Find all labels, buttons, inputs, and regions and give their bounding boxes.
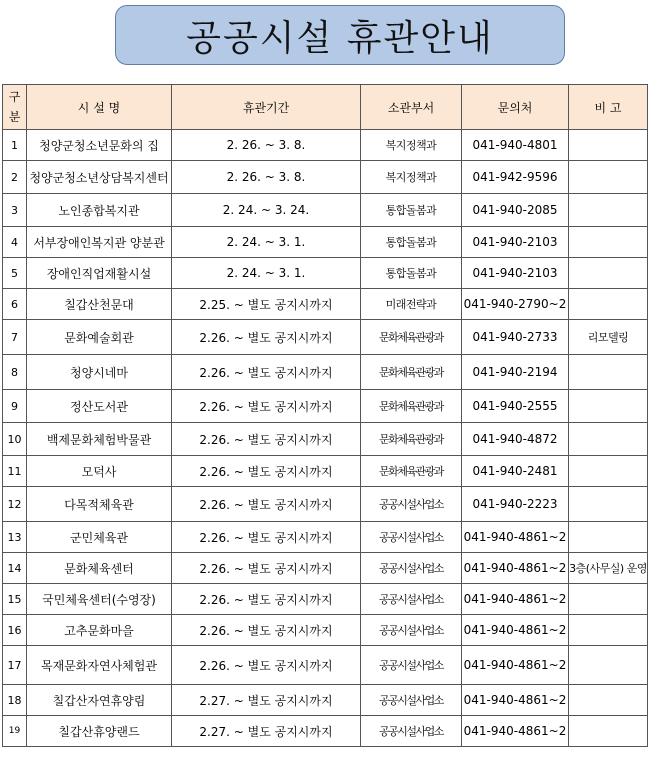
cell-remarks <box>569 615 648 646</box>
page-title: 공공시설 휴관안내 <box>115 5 565 65</box>
table-row <box>3 487 648 522</box>
table-row <box>3 355 648 390</box>
cell-no: 13 <box>3 522 27 553</box>
cell-department: 문화체육관광과 <box>361 355 462 390</box>
cell-contact: 041-940-4861~2 <box>462 553 569 584</box>
cell-remarks <box>569 194 648 227</box>
cell-no: 4 <box>3 227 27 258</box>
cell-no: 17 <box>3 646 27 685</box>
header-contact: 문의처 <box>462 85 569 130</box>
cell-facility: 고추문화마을 <box>27 615 172 646</box>
cell-period: 2.27. ~ 별도 공지시까지 <box>172 716 361 747</box>
cell-facility: 청양시네마 <box>27 355 172 390</box>
cell-period: 2. 24. ~ 3. 24. <box>172 194 361 227</box>
table-row <box>3 258 648 289</box>
table-row <box>3 130 648 161</box>
header-department: 소관부서 <box>361 85 462 130</box>
cell-contact: 041-940-2085 <box>462 194 569 227</box>
cell-period: 2.26. ~ 별도 공지시까지 <box>172 355 361 390</box>
cell-no: 8 <box>3 355 27 390</box>
cell-remarks <box>569 487 648 522</box>
cell-remarks <box>569 646 648 685</box>
cell-no: 1 <box>3 130 27 161</box>
cell-contact: 041-940-2481 <box>462 456 569 487</box>
table-row <box>3 522 648 553</box>
cell-contact: 041-942-9596 <box>462 161 569 194</box>
cell-remarks <box>569 161 648 194</box>
cell-remarks <box>569 456 648 487</box>
cell-period: 2. 24. ~ 3. 1. <box>172 227 361 258</box>
cell-no: 2 <box>3 161 27 194</box>
cell-department: 공공시설사업소 <box>361 487 462 522</box>
cell-no: 6 <box>3 289 27 320</box>
cell-facility: 다목적체육관 <box>27 487 172 522</box>
cell-period: 2.26. ~ 별도 공지시까지 <box>172 320 361 355</box>
table-row <box>3 320 648 355</box>
cell-remarks: 리모델링 <box>569 320 648 355</box>
table-row <box>3 194 648 227</box>
cell-remarks <box>569 130 648 161</box>
cell-period: 2.27. ~ 별도 공지시까지 <box>172 685 361 716</box>
cell-no: 16 <box>3 615 27 646</box>
cell-facility: 문화체육센터 <box>27 553 172 584</box>
cell-facility: 청양군청소년상담복지센터 <box>27 161 172 194</box>
cell-facility: 모덕사 <box>27 456 172 487</box>
table-row <box>3 584 648 615</box>
table-row <box>3 456 648 487</box>
table-row <box>3 161 648 194</box>
cell-contact: 041-940-4801 <box>462 130 569 161</box>
cell-contact: 041-940-4861~2 <box>462 716 569 747</box>
cell-period: 2. 26. ~ 3. 8. <box>172 130 361 161</box>
cell-period: 2.26. ~ 별도 공지시까지 <box>172 584 361 615</box>
cell-contact: 041-940-4872 <box>462 423 569 456</box>
cell-facility: 국민체육센터(수영장) <box>27 584 172 615</box>
cell-period: 2.26. ~ 별도 공지시까지 <box>172 487 361 522</box>
cell-no: 19 <box>3 716 27 747</box>
cell-contact: 041-940-2194 <box>462 355 569 390</box>
table-body <box>3 130 648 747</box>
cell-department: 문화체육관광과 <box>361 456 462 487</box>
cell-department: 공공시설사업소 <box>361 553 462 584</box>
cell-period: 2.25. ~ 별도 공지시까지 <box>172 289 361 320</box>
cell-period: 2. 26. ~ 3. 8. <box>172 161 361 194</box>
cell-remarks <box>569 423 648 456</box>
cell-contact: 041-940-4861~2 <box>462 615 569 646</box>
cell-contact: 041-940-2733 <box>462 320 569 355</box>
cell-facility: 노인종합복지관 <box>27 194 172 227</box>
cell-department: 복지정책과 <box>361 130 462 161</box>
table-row <box>3 553 648 584</box>
cell-facility: 문화예술회관 <box>27 320 172 355</box>
table-row <box>3 615 648 646</box>
cell-period: 2. 24. ~ 3. 1. <box>172 258 361 289</box>
cell-remarks <box>569 258 648 289</box>
table-row <box>3 646 648 685</box>
table-row <box>3 390 648 423</box>
cell-facility: 백제문화체험박물관 <box>27 423 172 456</box>
cell-facility: 서부장애인복지관 양분관 <box>27 227 172 258</box>
table-row <box>3 289 648 320</box>
cell-remarks <box>569 716 648 747</box>
header-no-label: 구분 <box>8 90 21 124</box>
cell-period: 2.26. ~ 별도 공지시까지 <box>172 456 361 487</box>
cell-department: 문화체육관광과 <box>361 320 462 355</box>
header-remarks: 비 고 <box>569 85 648 130</box>
cell-facility: 정산도서관 <box>27 390 172 423</box>
table-row <box>3 685 648 716</box>
cell-no: 5 <box>3 258 27 289</box>
cell-contact: 041-940-4861~2 <box>462 685 569 716</box>
cell-no: 9 <box>3 390 27 423</box>
cell-no: 18 <box>3 685 27 716</box>
cell-remarks: 3층(사무실) 운영 <box>569 553 648 584</box>
table-header-row <box>3 85 648 130</box>
cell-department: 공공시설사업소 <box>361 646 462 685</box>
cell-facility: 청양군청소년문화의 집 <box>27 130 172 161</box>
cell-remarks <box>569 522 648 553</box>
cell-department: 미래전략과 <box>361 289 462 320</box>
cell-contact: 041-940-2103 <box>462 258 569 289</box>
cell-department: 문화체육관광과 <box>361 390 462 423</box>
cell-department: 공공시설사업소 <box>361 685 462 716</box>
cell-department: 공공시설사업소 <box>361 615 462 646</box>
cell-facility: 칠갑산천문대 <box>27 289 172 320</box>
header-period: 휴관기간 <box>172 85 361 130</box>
closure-table <box>2 84 648 747</box>
cell-contact: 041-940-4861~2 <box>462 522 569 553</box>
cell-department: 통합돌봄과 <box>361 194 462 227</box>
cell-remarks <box>569 227 648 258</box>
cell-period: 2.26. ~ 별도 공지시까지 <box>172 553 361 584</box>
cell-department: 통합돌봄과 <box>361 258 462 289</box>
cell-remarks <box>569 289 648 320</box>
cell-period: 2.26. ~ 별도 공지시까지 <box>172 390 361 423</box>
cell-contact: 041-940-4861~2 <box>462 584 569 615</box>
table-row <box>3 716 648 747</box>
cell-remarks <box>569 584 648 615</box>
cell-contact: 041-940-2555 <box>462 390 569 423</box>
cell-facility: 칠갑산휴양랜드 <box>27 716 172 747</box>
cell-contact: 041-940-2223 <box>462 487 569 522</box>
cell-period: 2.26. ~ 별도 공지시까지 <box>172 646 361 685</box>
table-row <box>3 423 648 456</box>
cell-contact: 041-940-2790~2 <box>462 289 569 320</box>
cell-department: 문화체육관광과 <box>361 423 462 456</box>
cell-facility: 목재문화자연사체험관 <box>27 646 172 685</box>
cell-facility: 장애인직업재활시설 <box>27 258 172 289</box>
header-facility: 시 설 명 <box>27 85 172 130</box>
cell-facility: 칠갑산자연휴양림 <box>27 685 172 716</box>
cell-contact: 041-940-2103 <box>462 227 569 258</box>
cell-no: 15 <box>3 584 27 615</box>
cell-period: 2.26. ~ 별도 공지시까지 <box>172 423 361 456</box>
cell-department: 공공시설사업소 <box>361 584 462 615</box>
cell-no: 12 <box>3 487 27 522</box>
header-no <box>3 85 27 130</box>
cell-department: 공공시설사업소 <box>361 522 462 553</box>
cell-remarks <box>569 390 648 423</box>
cell-remarks <box>569 355 648 390</box>
cell-facility: 군민체육관 <box>27 522 172 553</box>
cell-no: 3 <box>3 194 27 227</box>
cell-period: 2.26. ~ 별도 공지시까지 <box>172 615 361 646</box>
cell-no: 10 <box>3 423 27 456</box>
cell-remarks <box>569 685 648 716</box>
cell-no: 11 <box>3 456 27 487</box>
cell-contact: 041-940-4861~2 <box>462 646 569 685</box>
cell-department: 복지정책과 <box>361 161 462 194</box>
cell-department: 통합돌봄과 <box>361 227 462 258</box>
cell-no: 14 <box>3 553 27 584</box>
table-row <box>3 227 648 258</box>
cell-department: 공공시설사업소 <box>361 716 462 747</box>
cell-no: 7 <box>3 320 27 355</box>
cell-period: 2.26. ~ 별도 공지시까지 <box>172 522 361 553</box>
